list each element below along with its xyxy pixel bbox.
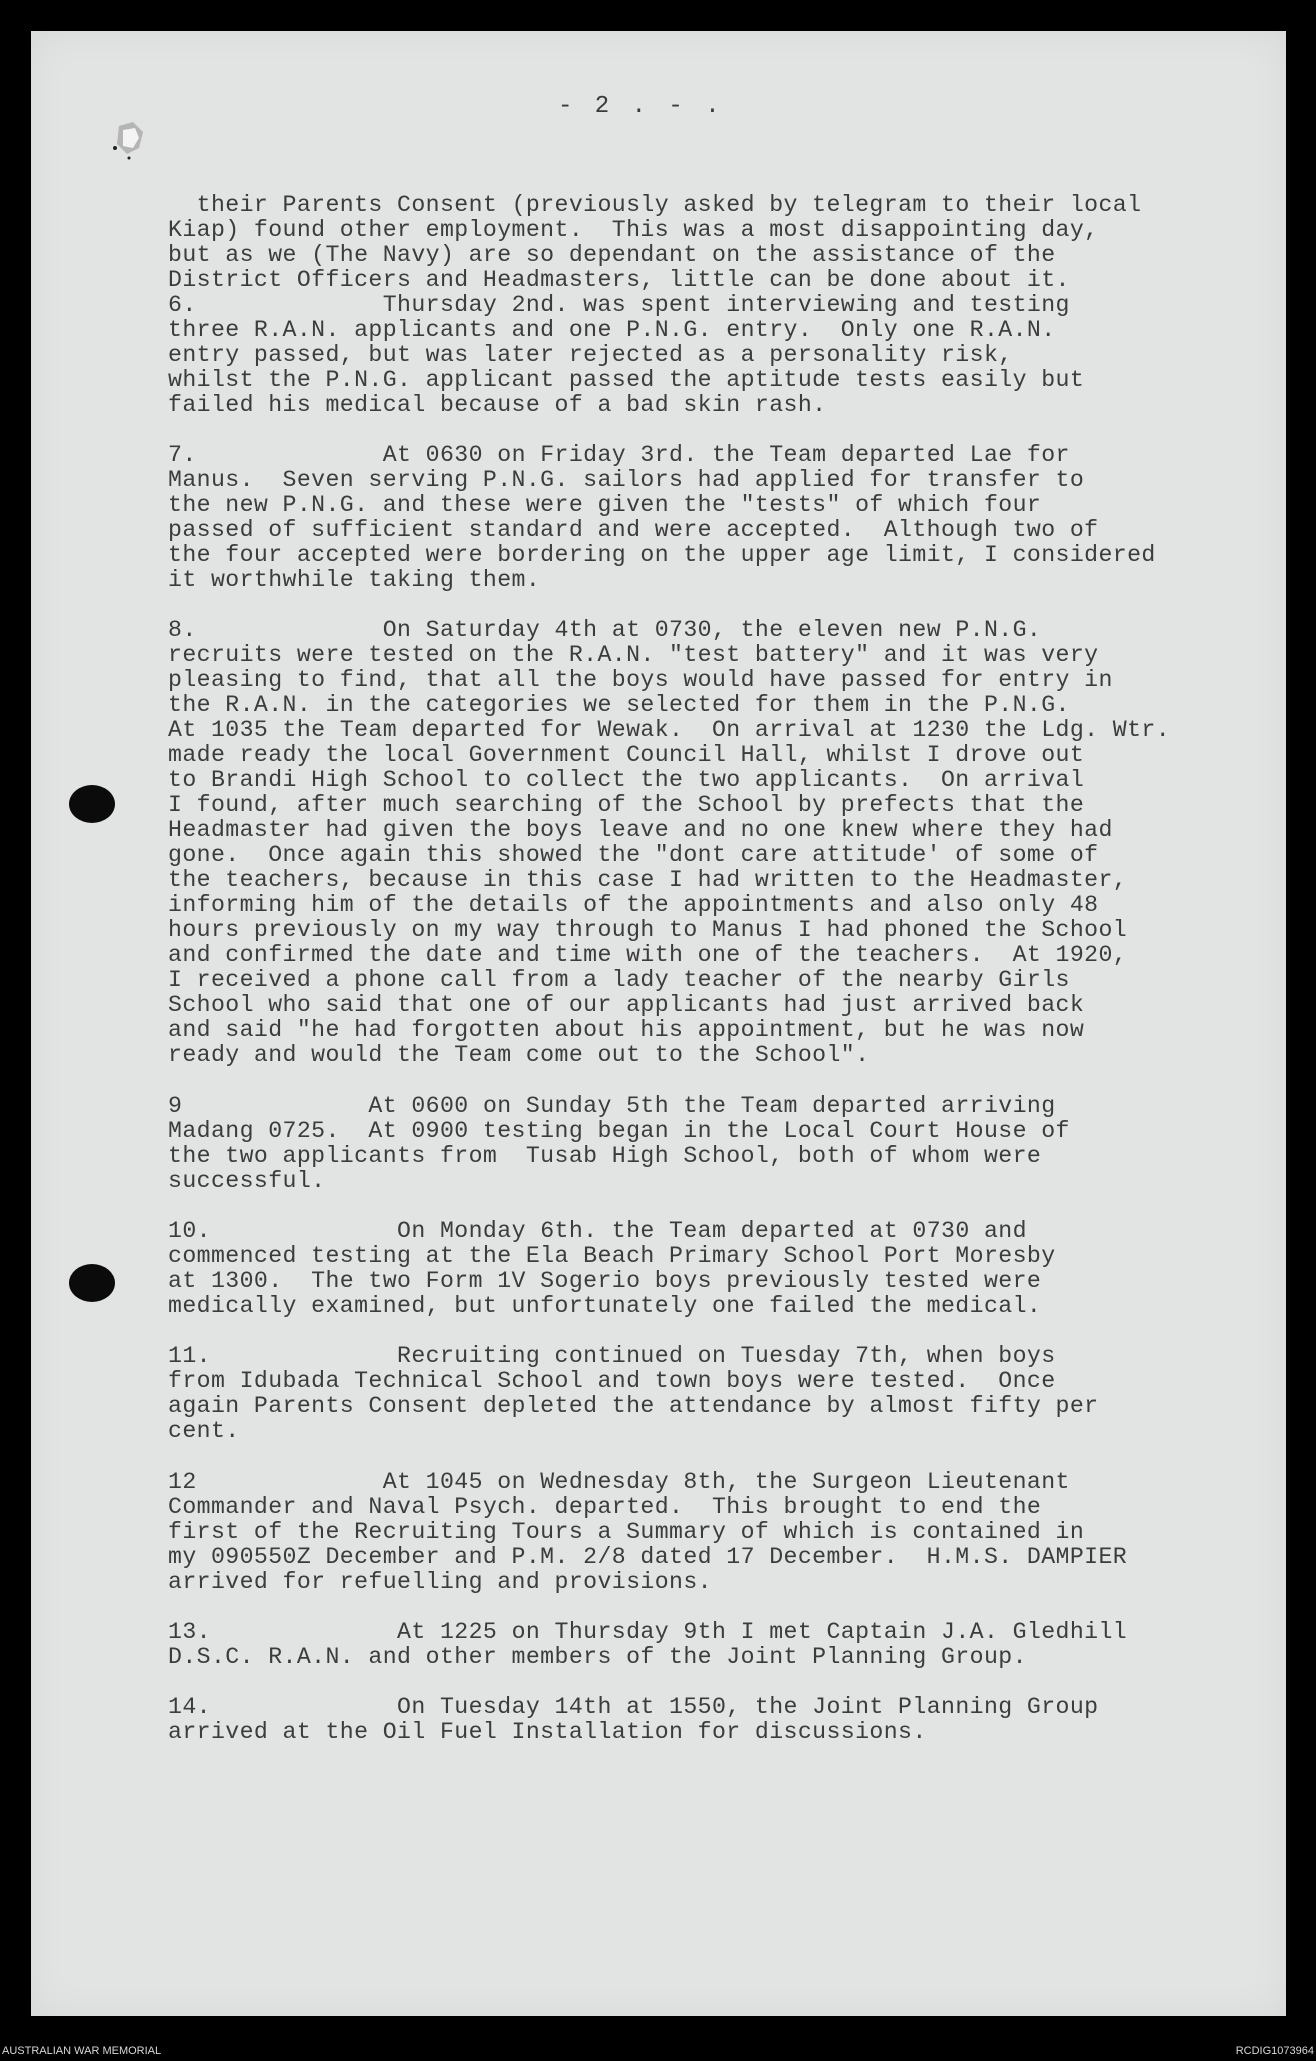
footer-archive-name: AUSTRALIAN WAR MEMORIAL: [2, 2045, 162, 2057]
line: Madang 0725. At 0900 testing began in the Local Court House of: [168, 1118, 1070, 1144]
punch-hole-upper: [69, 785, 115, 823]
paragraph-9: [168, 1094, 1070, 1194]
line: entry passed, but was later rejected as a personality risk,: [168, 342, 1013, 368]
line: Recruiting continued on Tuesday 7th, when boys: [210, 1343, 1056, 1369]
line: At 1225 on Thursday 9th I met Captain J.A. Gledhill: [210, 1619, 1128, 1645]
line: Thursday 2nd. was spent interviewing and testing: [196, 292, 1070, 318]
paragraph-7: [168, 443, 1156, 593]
line: On Saturday 4th at 0730, the eleven new P.N.G.: [196, 617, 1042, 643]
line: but as we (The Navy) are so dependant on the assistance of the: [168, 242, 1056, 268]
paragraph-8: [168, 618, 1170, 1068]
line: School who said that one of our applicants had just arrived back: [168, 992, 1085, 1018]
line: successful.: [168, 1168, 326, 1194]
paragraph-number: 10.: [168, 1218, 211, 1244]
line: Headmaster had given the boys leave and no one knew where they had: [168, 817, 1113, 843]
line: At 1045 on Wednesday 8th, the Surgeon Lieutenant: [196, 1469, 1070, 1495]
line: failed his medical because of a bad skin rash.: [168, 392, 827, 418]
line: Manus. Seven serving P.N.G. sailors had applied for transfer to: [168, 467, 1085, 493]
line: and said "he had forgotten about his appointment, but he was now: [168, 1017, 1085, 1043]
paragraph-number: 8.: [168, 617, 197, 643]
line: at 1300. The two Form 1V Sogerio boys previously tested were: [168, 1268, 1042, 1294]
line: passed of sufficient standard and were accepted. Although two of: [168, 517, 1099, 543]
paragraph-number: 13.: [168, 1619, 211, 1645]
line: gone. Once again this showed the "dont care attitude' of some of: [168, 842, 1099, 868]
paragraph-11: [168, 1344, 1098, 1444]
line: On Tuesday 14th at 1550, the Joint Planning Group: [210, 1694, 1099, 1720]
line: At 0600 on Sunday 5th the Team departed arriving: [182, 1093, 1056, 1119]
paragraph-continuation: [168, 168, 1141, 293]
punch-hole-lower: [69, 1264, 115, 1302]
line: it worthwhile taking them.: [168, 567, 541, 593]
paragraph-number: 14.: [168, 1694, 211, 1720]
line: At 1035 the Team departed for Wewak. On arrival at 1230 the Ldg. Wtr.: [168, 717, 1171, 743]
paragraph-14: [168, 1695, 1098, 1745]
line: the four accepted were bordering on the upper age limit, I considered: [168, 542, 1156, 568]
line: recruits were tested on the R.A.N. "test battery" and it was very: [168, 642, 1099, 668]
line: ready and would the Team come out to the School".: [168, 1042, 870, 1068]
line: Commander and Naval Psych. departed. This brought to end the: [168, 1494, 1042, 1520]
paragraph-number: 7.: [168, 442, 197, 468]
line: D.S.C. R.A.N. and other members of the Joint Planning Group.: [168, 1644, 1027, 1670]
line: whilst the P.N.G. applicant passed the aptitude tests easily but: [168, 367, 1085, 393]
paragraph-number: 12: [168, 1469, 197, 1495]
line: pleasing to find, that all the boys would have passed for entry in: [168, 667, 1113, 693]
line: I found, after much searching of the School by prefects that the: [168, 792, 1085, 818]
line: arrived for refuelling and provisions.: [168, 1569, 712, 1595]
line: District Officers and Headmasters, little can be done about it.: [168, 267, 1070, 293]
line: On Monday 6th. the Team departed at 0730 and: [210, 1218, 1027, 1244]
paragraph-number: 9: [168, 1093, 183, 1119]
paragraph-number: 11.: [168, 1343, 211, 1369]
line: arrived at the Oil Fuel Installation for discussions.: [168, 1719, 927, 1745]
line: commenced testing at the Ela Beach Primary School Port Moresby: [168, 1243, 1056, 1269]
line: my 090550Z December and P.M. 2/8 dated 17 December. H.M.S. DAMPIER: [168, 1544, 1128, 1570]
line: the R.A.N. in the categories we selected for them in the P.N.G.: [168, 692, 1070, 718]
line: the new P.N.G. and these were given the "tests" of which four: [168, 492, 1042, 518]
paragraph-6: [168, 293, 1084, 418]
page-number: - 2 . - .: [558, 93, 724, 120]
line: informing him of the details of the appointments and also only 48: [168, 892, 1099, 918]
line: the two applicants from Tusab High School, both of whom were: [168, 1143, 1042, 1169]
line: made ready the local Government Council Hall, whilst I drove out: [168, 742, 1085, 768]
paragraph-13: [168, 1620, 1127, 1670]
line: cent.: [168, 1418, 240, 1444]
footer-record-id: RCDIG1073964: [1235, 2045, 1314, 2057]
line: medically examined, but unfortunately one failed the medical.: [168, 1293, 1042, 1319]
paragraph-number: 6.: [168, 292, 197, 318]
paragraph-12: [168, 1470, 1127, 1595]
line: their Parents Consent (previously asked by telegram to their local: [196, 192, 1142, 218]
line: Kiap) found other employment. This was a most disappointing day,: [168, 217, 1099, 243]
line: three R.A.N. applicants and one P.N.G. entry. Only one R.A.N.: [168, 317, 1056, 343]
staple-tear-mark: [113, 118, 149, 162]
line: hours previously on my way through to Manus I had phoned the School: [168, 917, 1128, 943]
line: from Idubada Technical School and town boys were tested. Once: [168, 1368, 1056, 1394]
line: first of the Recruiting Tours a Summary of which is contained in: [168, 1519, 1085, 1545]
line: to Brandi High School to collect the two applicants. On arrival: [168, 767, 1085, 793]
line: the teachers, because in this case I had written to the Headmaster,: [168, 867, 1128, 893]
line: and confirmed the date and time with one of the teachers. At 1920,: [168, 942, 1128, 968]
line: again Parents Consent depleted the attendance by almost fifty per: [168, 1393, 1099, 1419]
line: At 0630 on Friday 3rd. the Team departed Lae for: [196, 442, 1070, 468]
paragraph-10: [168, 1219, 1056, 1319]
line: I received a phone call from a lady teacher of the nearby Girls: [168, 967, 1070, 993]
